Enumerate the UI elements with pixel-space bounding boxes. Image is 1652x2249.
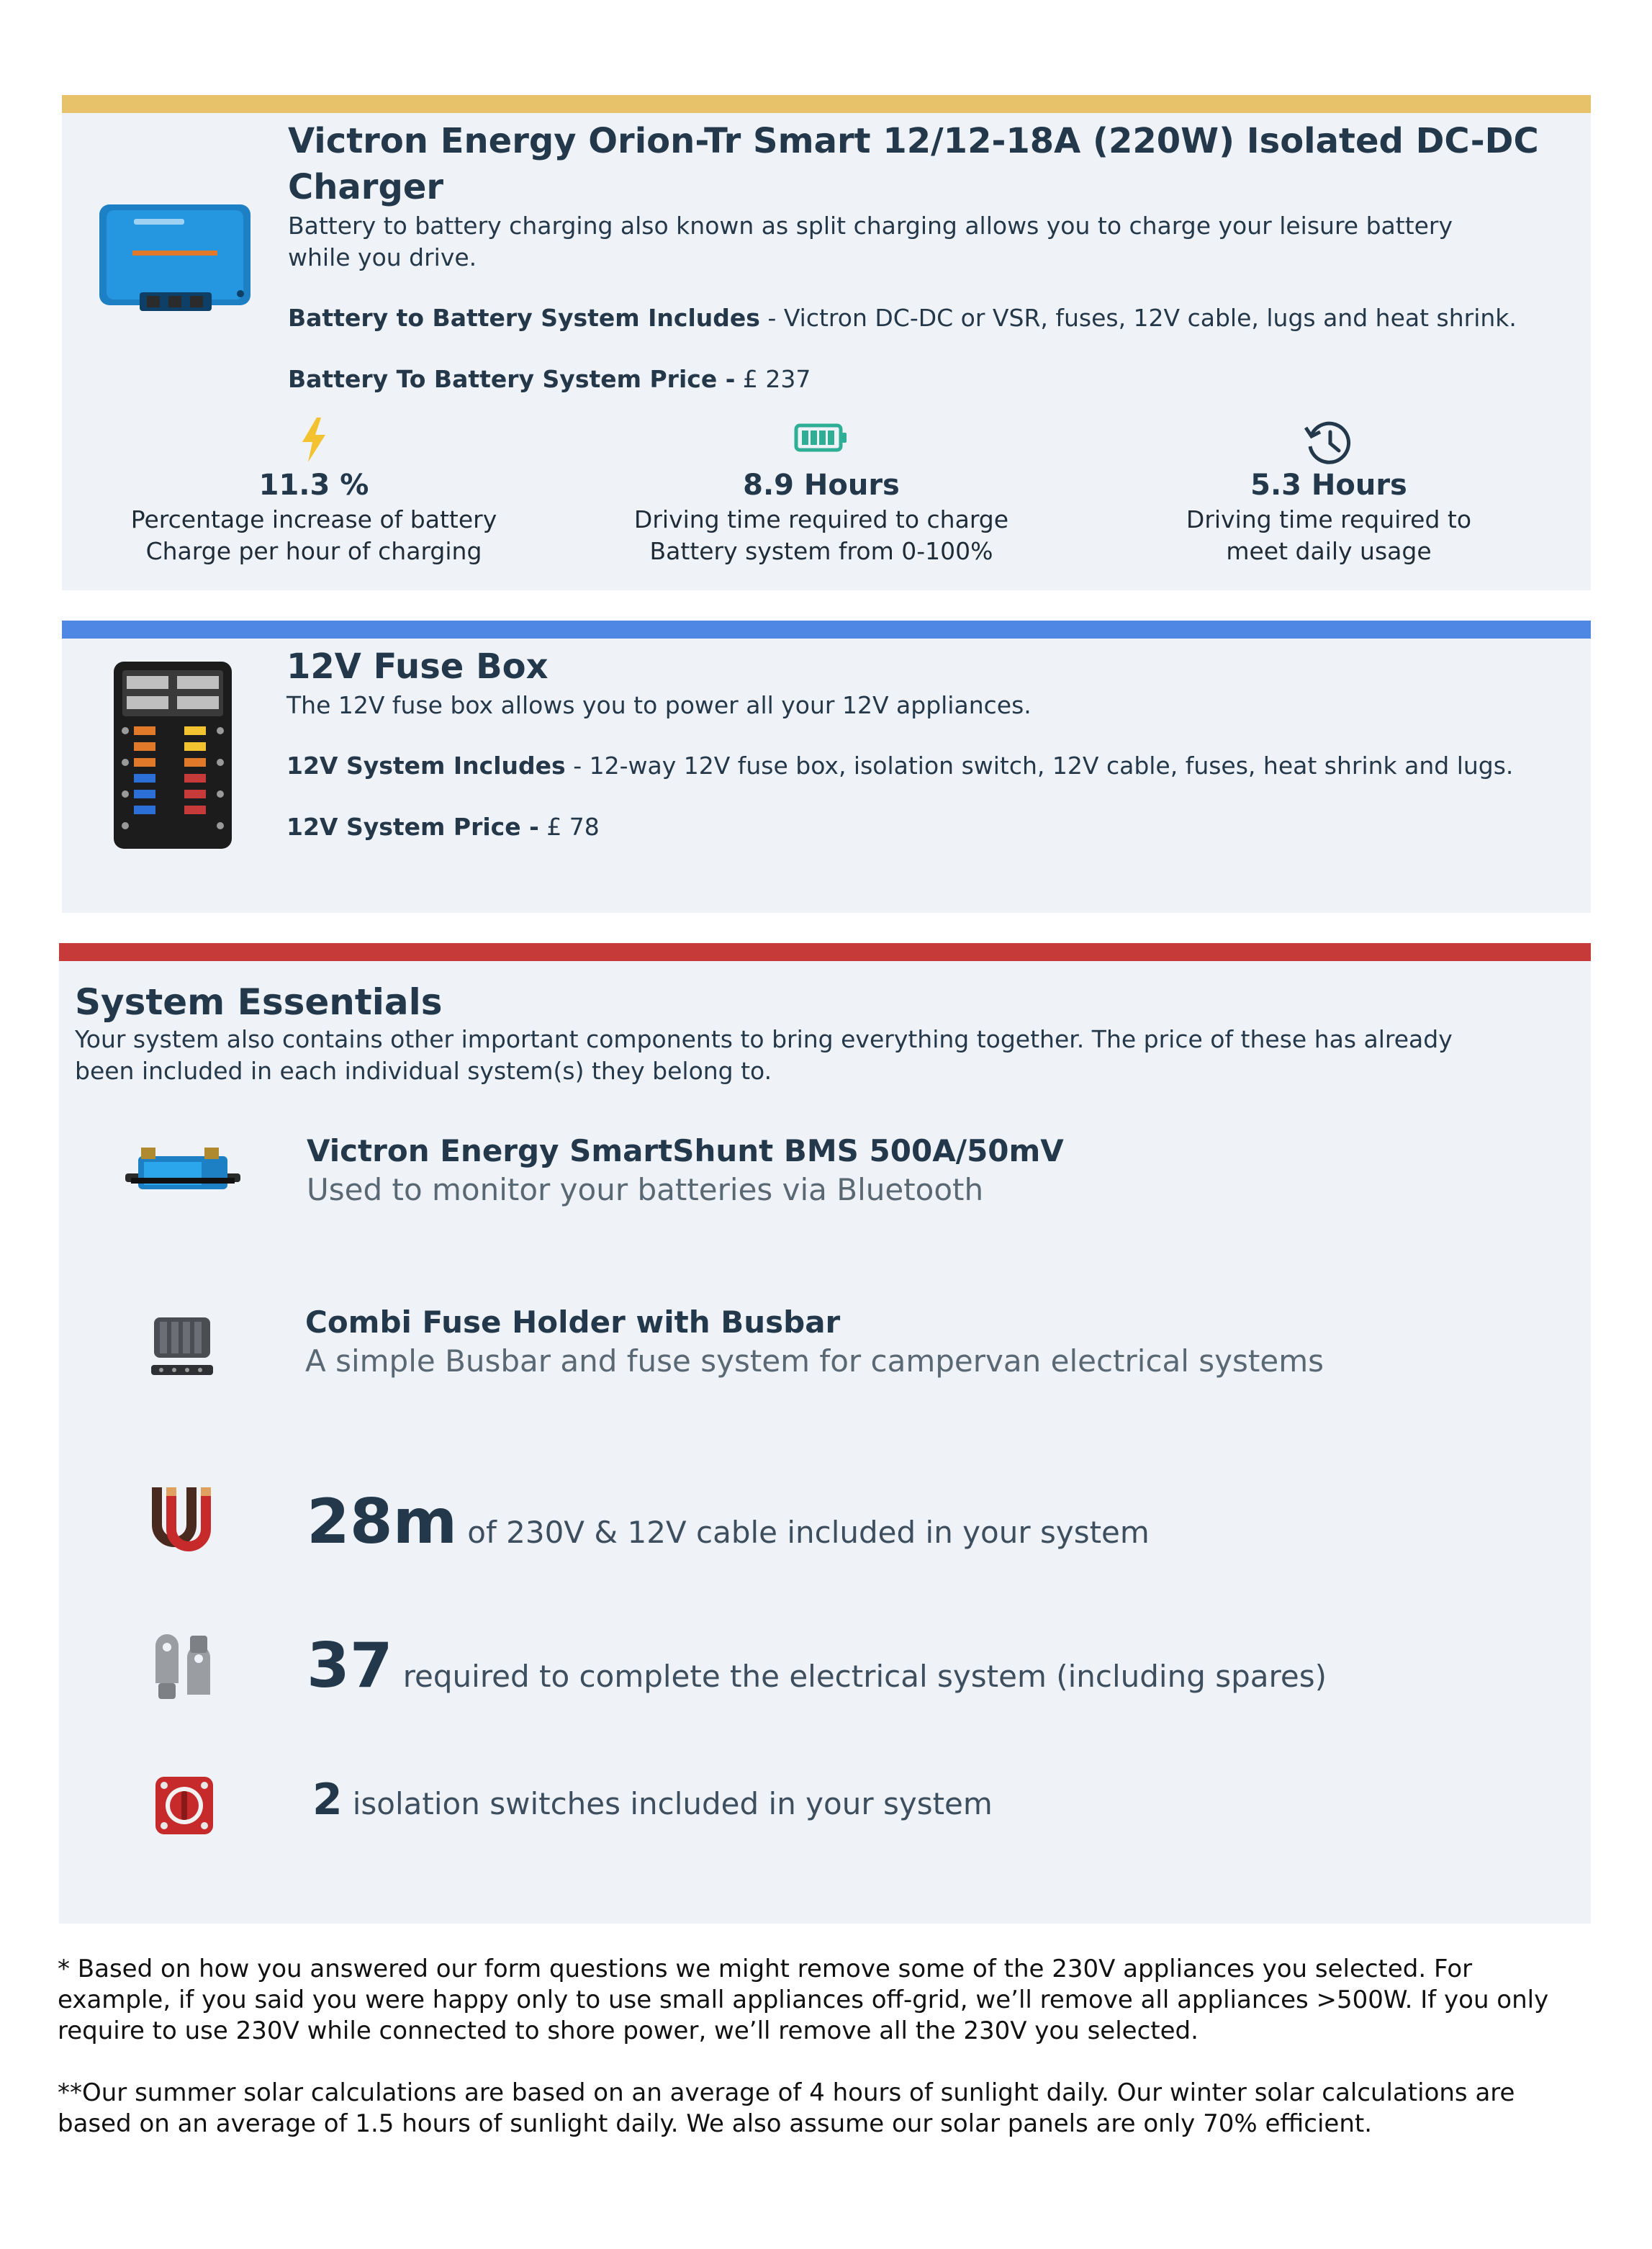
stat-full-charge-time-value: 8.9 Hours [743, 469, 900, 502]
footnote-appliances [58, 1954, 1598, 2047]
combi-fuse-holder-icon [150, 1315, 215, 1381]
dc-dc-title-line2: Charger [288, 167, 444, 207]
system-essentials-section [59, 943, 1591, 1924]
section-bar-red [59, 943, 1591, 961]
stat-daily-usage-time-value: 5.3 Hours [1250, 469, 1407, 502]
stat-charge-rate [62, 418, 566, 567]
stat-charge-rate-value: 11.3 % [258, 469, 369, 502]
dc-dc-description [288, 210, 1576, 274]
footnote-solar-line2: based on an average of 1.5 hours of sunlight daily. We also assume our solar panels are only 70% efficient. [58, 2109, 1373, 2138]
dc-dc-includes-label: Battery to Battery System Includes [288, 304, 760, 332]
dc-dc-price [288, 364, 811, 395]
fuse-box-price-value: £ 78 [546, 813, 600, 841]
isolation-switch-count-row [312, 1764, 993, 1836]
isolation-switch-count-value: 2 [312, 1775, 343, 1825]
dc-dc-price-label: Battery To Battery System Price - [288, 365, 736, 393]
cable-length-text: of 230V & 12V cable included in your system [467, 1515, 1150, 1550]
lugs-icon [151, 1633, 215, 1702]
cable-icon [150, 1484, 216, 1556]
battery-icon [569, 418, 1073, 467]
fuse-box-section [62, 621, 1591, 913]
fuse-box-price-label: 12V System Price - [286, 813, 539, 841]
stat-daily-usage-time [1077, 418, 1581, 567]
fuse-box-image [112, 660, 233, 850]
stat-charge-rate-label-line1: Percentage increase of battery [130, 505, 497, 533]
cable-count-row [307, 1486, 1150, 1558]
fuse-box-includes [286, 750, 1513, 782]
isolation-switch-count-text: isolation switches included in your system [352, 1786, 993, 1821]
dc-dc-charger-section [62, 95, 1591, 590]
orion-charger-image [98, 197, 252, 315]
combi-fuse-holder-subtitle: A simple Busbar and fuse system for campervan electrical systems [305, 1343, 1324, 1379]
smartshunt-icon [124, 1143, 242, 1201]
fuse-box-description: The 12V fuse box allows you to power all your 12V appliances. [286, 691, 1032, 719]
lugs-count-row [307, 1630, 1327, 1702]
dc-dc-title-line1: Victron Energy Orion-Tr Smart 12/12-18A (220W) Isolated DC-DC [288, 121, 1539, 161]
stat-full-charge-time [569, 418, 1073, 567]
clock-history-icon [1077, 418, 1581, 467]
combi-fuse-holder-item [305, 1303, 1324, 1381]
stat-full-charge-time-label-line1: Driving time required to charge [633, 505, 1009, 533]
footnote-solar [58, 2078, 1598, 2140]
section-bar-blue [62, 621, 1591, 639]
stat-charge-rate-label-line2: Charge per hour of charging [145, 537, 482, 565]
essentials-title: System Essentials [75, 981, 443, 1023]
dc-dc-description-line2: while you drive. [288, 243, 477, 271]
smartshunt-subtitle: Used to monitor your batteries via Bluetooth [307, 1172, 984, 1207]
footnote-appliances-line2: example, if you said you were happy only to use small appliances off-grid, we’ll remove all appliances >500W. If you only [58, 1986, 1549, 2014]
stat-daily-usage-time-label-line2: meet daily usage [1226, 537, 1432, 565]
essentials-description-line1: Your system also contains other important components to bring everything together. The price of these has already [75, 1025, 1453, 1053]
cable-length-value: 28m [307, 1486, 458, 1558]
dc-dc-title [288, 118, 1576, 210]
stat-full-charge-time-label-line2: Battery system from 0-100% [649, 537, 993, 565]
fuse-box-title: 12V Fuse Box [286, 646, 549, 687]
dc-dc-description-line1: Battery to battery charging also known as split charging allows you to charge your leisure battery [288, 212, 1453, 240]
dc-dc-includes [288, 302, 1517, 334]
isolation-switch-icon [154, 1775, 215, 1836]
fuse-box-includes-label: 12V System Includes [286, 752, 566, 780]
section-bar-amber [62, 95, 1591, 113]
essentials-description [75, 1024, 1579, 1087]
combi-fuse-holder-title: Combi Fuse Holder with Busbar [305, 1304, 841, 1340]
essentials-description-line2: been included in each individual system(s) they belong to. [75, 1057, 772, 1085]
smartshunt-item [307, 1132, 1064, 1209]
footnote-appliances-line1: * Based on how you answered our form questions we might remove some of the 230V appliances you selected. For [58, 1955, 1473, 1983]
dc-dc-price-value: £ 237 [742, 365, 811, 393]
stat-daily-usage-time-label-line1: Driving time required to [1186, 505, 1472, 533]
smartshunt-title: Victron Energy SmartShunt BMS 500A/50mV [307, 1133, 1064, 1168]
footnote-appliances-line3: require to use 230V while connected to shore power, we’ll remove all the 230V you selected. [58, 2016, 1199, 2045]
dc-dc-includes-text: - Victron DC-DC or VSR, fuses, 12V cable, lugs and heat shrink. [767, 304, 1517, 332]
fuse-box-includes-text: - 12-way 12V fuse box, isolation switch, 12V cable, fuses, heat shrink and lugs. [573, 752, 1514, 780]
fuse-box-price [286, 811, 600, 843]
lightning-icon [62, 418, 566, 467]
footnote-solar-line1: **Our summer solar calculations are based on an average of 4 hours of sunlight daily. Our winter solar calculations are [58, 2078, 1515, 2107]
lugs-count-value: 37 [307, 1630, 393, 1702]
lugs-count-text: required to complete the electrical system (including spares) [402, 1659, 1327, 1694]
